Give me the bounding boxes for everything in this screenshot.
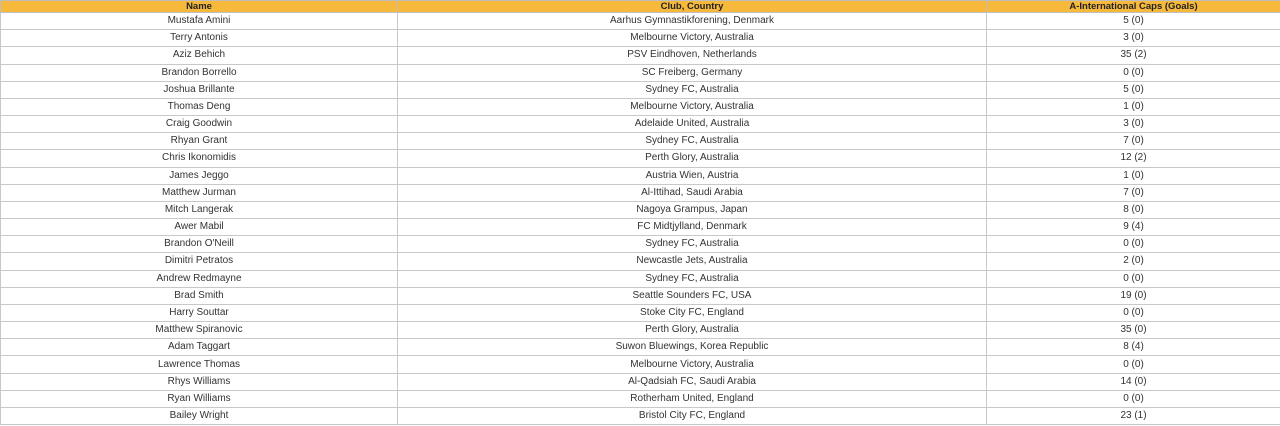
cell-name: Aziz Behich bbox=[1, 47, 398, 64]
cell-name: Brad Smith bbox=[1, 287, 398, 304]
cell-club-country: Adelaide United, Australia bbox=[398, 116, 987, 133]
cell-caps-goals: 0 (0) bbox=[987, 64, 1280, 81]
cell-club-country: Al-Ittihad, Saudi Arabia bbox=[398, 184, 987, 201]
header-name: Name bbox=[1, 1, 398, 13]
cell-caps-goals: 8 (4) bbox=[987, 339, 1280, 356]
cell-club-country: Suwon Bluewings, Korea Republic bbox=[398, 339, 987, 356]
table-row bbox=[1, 81, 1280, 98]
cell-caps-goals: 7 (0) bbox=[987, 184, 1280, 201]
cell-caps-goals: 14 (0) bbox=[987, 373, 1280, 390]
cell-caps-goals: 0 (0) bbox=[987, 390, 1280, 407]
cell-club-country: Newcastle Jets, Australia bbox=[398, 253, 987, 270]
cell-club-country: Sydney FC, Australia bbox=[398, 270, 987, 287]
cell-name: Brandon O'Neill bbox=[1, 236, 398, 253]
cell-name: Adam Taggart bbox=[1, 339, 398, 356]
header-club-country: Club, Country bbox=[398, 1, 987, 13]
cell-name: James Jeggo bbox=[1, 167, 398, 184]
cell-caps-goals: 1 (0) bbox=[987, 167, 1280, 184]
cell-caps-goals: 0 (0) bbox=[987, 236, 1280, 253]
cell-club-country: Sydney FC, Australia bbox=[398, 236, 987, 253]
cell-name: Terry Antonis bbox=[1, 30, 398, 47]
cell-club-country: FC Midtjylland, Denmark bbox=[398, 219, 987, 236]
cell-club-country: SC Freiberg, Germany bbox=[398, 64, 987, 81]
cell-club-country: Austria Wien, Austria bbox=[398, 167, 987, 184]
cell-club-country: Melbourne Victory, Australia bbox=[398, 98, 987, 115]
cell-caps-goals: 1 (0) bbox=[987, 98, 1280, 115]
table-row bbox=[1, 30, 1280, 47]
cell-caps-goals: 3 (0) bbox=[987, 30, 1280, 47]
table-row bbox=[1, 339, 1280, 356]
cell-name: Joshua Brillante bbox=[1, 81, 398, 98]
cell-club-country: Perth Glory, Australia bbox=[398, 150, 987, 167]
header-caps-goals: A-International Caps (Goals) bbox=[987, 1, 1280, 13]
table-row bbox=[1, 270, 1280, 287]
cell-name: Rhys Williams bbox=[1, 373, 398, 390]
cell-name: Chris Ikonomidis bbox=[1, 150, 398, 167]
cell-club-country: PSV Eindhoven, Netherlands bbox=[398, 47, 987, 64]
table-row bbox=[1, 47, 1280, 64]
cell-caps-goals: 9 (4) bbox=[987, 219, 1280, 236]
cell-name: Craig Goodwin bbox=[1, 116, 398, 133]
cell-club-country: Seattle Sounders FC, USA bbox=[398, 287, 987, 304]
table-row bbox=[1, 304, 1280, 321]
table-row bbox=[1, 133, 1280, 150]
cell-name: Andrew Redmayne bbox=[1, 270, 398, 287]
table-row bbox=[1, 64, 1280, 81]
cell-name: Awer Mabil bbox=[1, 219, 398, 236]
table-row bbox=[1, 116, 1280, 133]
cell-name: Lawrence Thomas bbox=[1, 356, 398, 373]
table-row bbox=[1, 184, 1280, 201]
table-row bbox=[1, 201, 1280, 218]
cell-name: Rhyan Grant bbox=[1, 133, 398, 150]
cell-name: Dimitri Petratos bbox=[1, 253, 398, 270]
table-row bbox=[1, 13, 1280, 30]
cell-name: Mitch Langerak bbox=[1, 201, 398, 218]
cell-name: Ryan Williams bbox=[1, 390, 398, 407]
cell-club-country: Sydney FC, Australia bbox=[398, 81, 987, 98]
cell-name: Harry Souttar bbox=[1, 304, 398, 321]
cell-name: Matthew Jurman bbox=[1, 184, 398, 201]
cell-caps-goals: 8 (0) bbox=[987, 201, 1280, 218]
cell-club-country: Bristol City FC, England bbox=[398, 407, 987, 424]
cell-club-country: Melbourne Victory, Australia bbox=[398, 356, 987, 373]
cell-name: Thomas Deng bbox=[1, 98, 398, 115]
cell-club-country: Aarhus Gymnastikforening, Denmark bbox=[398, 13, 987, 30]
table-row bbox=[1, 167, 1280, 184]
cell-caps-goals: 0 (0) bbox=[987, 270, 1280, 287]
cell-caps-goals: 0 (0) bbox=[987, 304, 1280, 321]
table-row bbox=[1, 407, 1280, 424]
cell-caps-goals: 23 (1) bbox=[987, 407, 1280, 424]
cell-caps-goals: 12 (2) bbox=[987, 150, 1280, 167]
table-row bbox=[1, 390, 1280, 407]
cell-caps-goals: 0 (0) bbox=[987, 356, 1280, 373]
header-row bbox=[1, 1, 1280, 13]
cell-club-country: Rotherham United, England bbox=[398, 390, 987, 407]
cell-name: Mustafa Amini bbox=[1, 13, 398, 30]
cell-caps-goals: 5 (0) bbox=[987, 13, 1280, 30]
table-row bbox=[1, 236, 1280, 253]
cell-club-country: Al-Qadsiah FC, Saudi Arabia bbox=[398, 373, 987, 390]
cell-club-country: Sydney FC, Australia bbox=[398, 133, 987, 150]
cell-caps-goals: 19 (0) bbox=[987, 287, 1280, 304]
cell-name: Bailey Wright bbox=[1, 407, 398, 424]
table-row bbox=[1, 287, 1280, 304]
cell-club-country: Perth Glory, Australia bbox=[398, 322, 987, 339]
cell-club-country: Nagoya Grampus, Japan bbox=[398, 201, 987, 218]
cell-caps-goals: 7 (0) bbox=[987, 133, 1280, 150]
table-row bbox=[1, 98, 1280, 115]
table-header bbox=[1, 1, 1280, 13]
table-row bbox=[1, 219, 1280, 236]
cell-caps-goals: 5 (0) bbox=[987, 81, 1280, 98]
cell-caps-goals: 2 (0) bbox=[987, 253, 1280, 270]
cell-name: Matthew Spiranovic bbox=[1, 322, 398, 339]
cell-caps-goals: 3 (0) bbox=[987, 116, 1280, 133]
cell-club-country: Melbourne Victory, Australia bbox=[398, 30, 987, 47]
table-row bbox=[1, 253, 1280, 270]
cell-name: Brandon Borrello bbox=[1, 64, 398, 81]
table-body bbox=[1, 13, 1280, 425]
table-row bbox=[1, 150, 1280, 167]
table-row bbox=[1, 373, 1280, 390]
cell-caps-goals: 35 (2) bbox=[987, 47, 1280, 64]
cell-club-country: Stoke City FC, England bbox=[398, 304, 987, 321]
cell-caps-goals: 35 (0) bbox=[987, 322, 1280, 339]
table-row bbox=[1, 356, 1280, 373]
table-row bbox=[1, 322, 1280, 339]
